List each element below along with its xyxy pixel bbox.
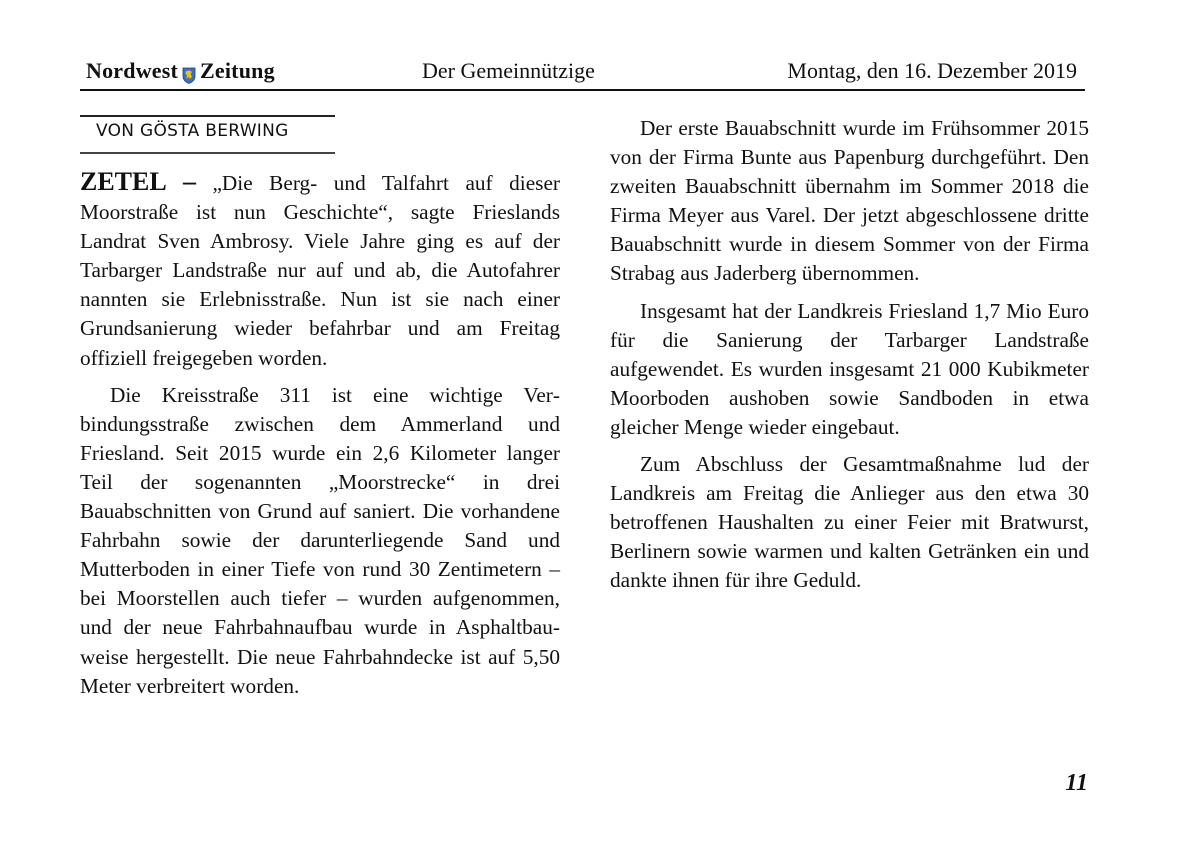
page-number: 11 — [1065, 770, 1088, 796]
article-column-right — [610, 114, 1089, 604]
masthead — [86, 58, 275, 84]
byline-rule-bottom — [80, 152, 335, 154]
masthead-right: Zeitung — [200, 58, 275, 83]
coat-of-arms-icon — [182, 64, 196, 81]
page-header — [80, 58, 1085, 88]
byline: VON GÖSTA BERWING — [96, 121, 289, 141]
article-paragraph: Der erste Bauabschnitt wurde im Frühsommer 2015 von der Firma Bunte aus Papenburg durchgeführt. Den zweiten Bauabschnitt übernahm im Sommer 2018 die Firma Meyer aus Varel. Der jetzt abgeschlossene dritte Bauabschnitt wurde in diesem Sommer von der Firma Strabag aus Jaderberg übernommen. — [610, 116, 1089, 286]
byline-rule-top — [80, 115, 335, 117]
article-paragraph: Insgesamt hat der Landkreis Friesland 1,7 Mio Euro für die Sanierung der Tarbarger Landstraße aufgewendet. Es wurden insgesamt 21 000 Kubikmeter Moorboden aushoben sowie Sandboden in etwa gleicher Menge wieder eingebaut. — [610, 298, 1089, 439]
issue-date: Montag, den 16. Dezember 2019 — [787, 58, 1077, 83]
lead-text: „Die Berg- und Talfahrt auf dieser Moorstraße ist nun Geschichte“, sagte Frieslands Landrat Sven Ambrosy. Viele Jahre ging es auf der Tarbarger Landstraße nur auf und ab, die Autofahrer nannten sie Erlebnisstraße. Nun ist sie nach einer Grundsanierung wieder befahrbar und am Freitag offiziell freigegeben worden. — [80, 171, 560, 370]
article-column-left — [80, 167, 560, 709]
article-lead-paragraph — [80, 167, 560, 373]
section-title: Der Gemeinnützige — [422, 58, 595, 83]
header-rule — [80, 89, 1085, 91]
dateline: ZETEL – — [80, 167, 196, 196]
masthead-left: Nordwest — [86, 58, 179, 83]
article-paragraph: Zum Abschluss der Gesamtmaßnahme lud der Landkreis am Freitag die Anlieger aus den etwa 30 betroffenen Haushalten zu einer Feier mit Bratwurst, Berlinern sowie warmen und kalten Getränken ein und dankte ihnen für ihre Geduld. — [610, 452, 1089, 593]
article-paragraph: Die Kreisstraße 311 ist eine wichtige Verbindungsstraße zwischen dem Ammerland und Friesland. Seit 2015 wurde ein 2,6 Kilometer langer Teil der sogenannten „Moorstrecke“ in drei Bauabschnitten von Grund auf saniert. Die vorhandene Fahrbahn sowie der darunterliegende Sand und Mutterboden in einer Tiefe von rund 30 Zentimetern – bei Moorstellen auch tiefer – wurden aufgenommen, und der neue Fahrbahnaufbau wurde in Asphaltbauweise hergestellt. Die neue Fahrbahndecke ist auf 5,50 Meter verbreitert worden. — [80, 382, 560, 698]
